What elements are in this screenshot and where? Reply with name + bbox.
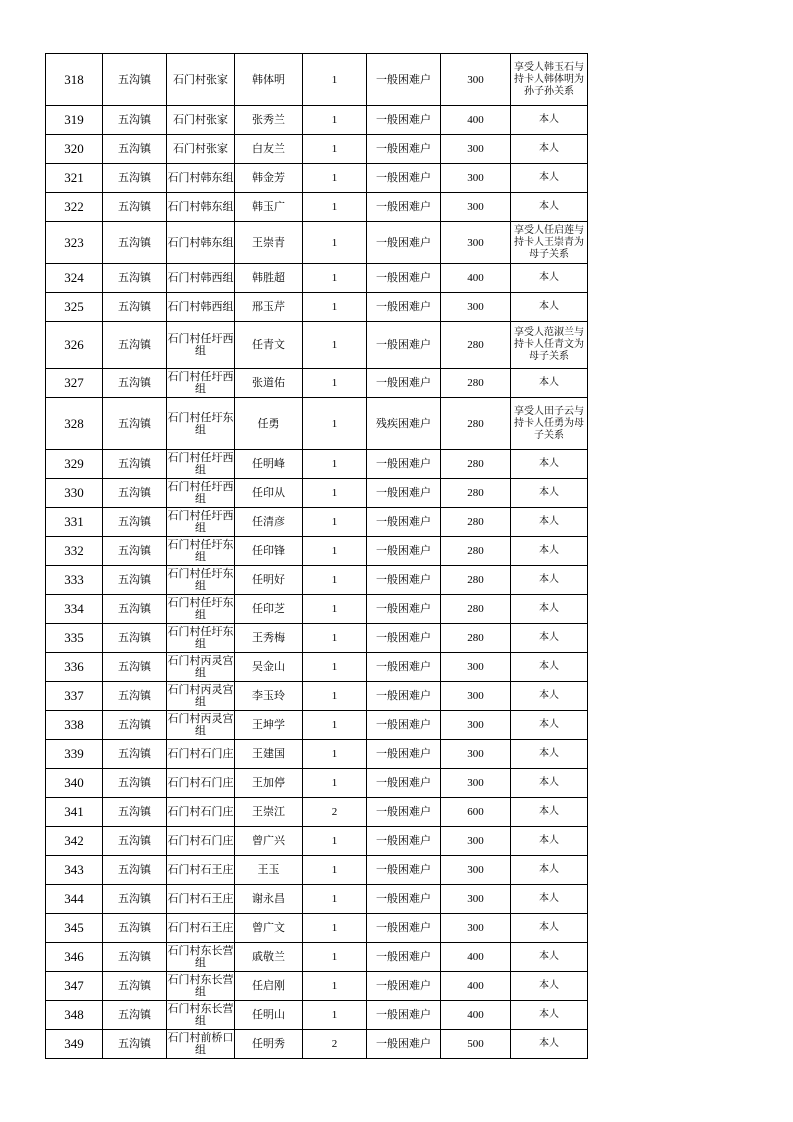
hardship-type-cell: 一般困难户 [367, 827, 441, 856]
table-row [46, 682, 588, 711]
hardship-type-cell: 一般困难户 [367, 479, 441, 508]
serial-number-cell: 326 [46, 322, 103, 369]
village-cell: 石门村张家 [167, 106, 235, 135]
table-row [46, 1030, 588, 1059]
person-count-cell: 1 [303, 222, 367, 264]
town-cell: 五沟镇 [103, 827, 167, 856]
town-cell: 五沟镇 [103, 972, 167, 1001]
village-cell: 石门村任圩东组 [167, 566, 235, 595]
person-count-cell: 1 [303, 653, 367, 682]
serial-number-cell: 335 [46, 624, 103, 653]
serial-number-cell: 337 [46, 682, 103, 711]
cardholder-name-cell: 任启刚 [235, 972, 303, 1001]
serial-number-cell: 330 [46, 479, 103, 508]
town-cell: 五沟镇 [103, 222, 167, 264]
village-cell: 石门村任圩西组 [167, 369, 235, 398]
serial-number-cell: 324 [46, 264, 103, 293]
hardship-type-cell: 一般困难户 [367, 54, 441, 106]
table-row [46, 537, 588, 566]
village-cell: 石门村石门庄 [167, 798, 235, 827]
person-count-cell: 1 [303, 1001, 367, 1030]
village-cell: 石门村韩西组 [167, 293, 235, 322]
hardship-type-cell: 一般困难户 [367, 856, 441, 885]
person-count-cell: 1 [303, 450, 367, 479]
hardship-type-cell: 一般困难户 [367, 537, 441, 566]
town-cell: 五沟镇 [103, 293, 167, 322]
cardholder-name-cell: 王崇江 [235, 798, 303, 827]
town-cell: 五沟镇 [103, 740, 167, 769]
village-cell: 石门村任圩西组 [167, 479, 235, 508]
village-cell: 石门村韩东组 [167, 222, 235, 264]
serial-number-cell: 332 [46, 537, 103, 566]
amount-cell: 280 [441, 369, 511, 398]
amount-cell: 300 [441, 293, 511, 322]
serial-number-cell: 345 [46, 914, 103, 943]
amount-cell: 400 [441, 943, 511, 972]
cardholder-name-cell: 戚敬兰 [235, 943, 303, 972]
relation-cell: 本人 [511, 193, 588, 222]
amount-cell: 400 [441, 1001, 511, 1030]
table-row [46, 398, 588, 450]
village-cell: 石门村任圩东组 [167, 537, 235, 566]
person-count-cell: 1 [303, 624, 367, 653]
cardholder-name-cell: 王加停 [235, 769, 303, 798]
town-cell: 五沟镇 [103, 1030, 167, 1059]
cardholder-name-cell: 韩胜超 [235, 264, 303, 293]
village-cell: 石门村丙灵宫组 [167, 653, 235, 682]
amount-cell: 400 [441, 972, 511, 1001]
amount-cell: 280 [441, 322, 511, 369]
table-row [46, 293, 588, 322]
amount-cell: 300 [441, 856, 511, 885]
table-row [46, 624, 588, 653]
table-row [46, 914, 588, 943]
amount-cell: 600 [441, 798, 511, 827]
town-cell: 五沟镇 [103, 624, 167, 653]
town-cell: 五沟镇 [103, 914, 167, 943]
relation-cell: 本人 [511, 595, 588, 624]
town-cell: 五沟镇 [103, 508, 167, 537]
hardship-type-cell: 一般困难户 [367, 164, 441, 193]
amount-cell: 300 [441, 711, 511, 740]
table-row [46, 193, 588, 222]
table-row [46, 566, 588, 595]
cardholder-name-cell: 吴金山 [235, 653, 303, 682]
relation-cell: 本人 [511, 264, 588, 293]
table-row [46, 508, 588, 537]
amount-cell: 300 [441, 54, 511, 106]
hardship-type-cell: 一般困难户 [367, 972, 441, 1001]
hardship-type-cell: 一般困难户 [367, 222, 441, 264]
person-count-cell: 1 [303, 135, 367, 164]
serial-number-cell: 339 [46, 740, 103, 769]
table-row [46, 369, 588, 398]
town-cell: 五沟镇 [103, 164, 167, 193]
cardholder-name-cell: 任清彦 [235, 508, 303, 537]
amount-cell: 300 [441, 135, 511, 164]
hardship-type-cell: 一般困难户 [367, 653, 441, 682]
amount-cell: 400 [441, 106, 511, 135]
serial-number-cell: 327 [46, 369, 103, 398]
person-count-cell: 1 [303, 398, 367, 450]
relation-cell: 本人 [511, 682, 588, 711]
relation-cell: 享受人任启莲与持卡人王崇青为母子关系 [511, 222, 588, 264]
table-row [46, 943, 588, 972]
cardholder-name-cell: 任印从 [235, 479, 303, 508]
cardholder-name-cell: 韩体明 [235, 54, 303, 106]
table-row [46, 264, 588, 293]
town-cell: 五沟镇 [103, 798, 167, 827]
town-cell: 五沟镇 [103, 943, 167, 972]
table-row [46, 106, 588, 135]
hardship-type-cell: 一般困难户 [367, 264, 441, 293]
town-cell: 五沟镇 [103, 193, 167, 222]
town-cell: 五沟镇 [103, 711, 167, 740]
person-count-cell: 1 [303, 106, 367, 135]
person-count-cell: 1 [303, 479, 367, 508]
amount-cell: 300 [441, 827, 511, 856]
person-count-cell: 1 [303, 885, 367, 914]
hardship-type-cell: 一般困难户 [367, 1001, 441, 1030]
serial-number-cell: 323 [46, 222, 103, 264]
relation-cell: 享受人田子云与持卡人任勇为母子关系 [511, 398, 588, 450]
hardship-type-cell: 一般困难户 [367, 740, 441, 769]
table-row [46, 827, 588, 856]
village-cell: 石门村张家 [167, 54, 235, 106]
cardholder-name-cell: 任明好 [235, 566, 303, 595]
table-row [46, 595, 588, 624]
serial-number-cell: 344 [46, 885, 103, 914]
town-cell: 五沟镇 [103, 106, 167, 135]
village-cell: 石门村韩东组 [167, 193, 235, 222]
hardship-type-cell: 一般困难户 [367, 135, 441, 164]
relation-cell: 本人 [511, 135, 588, 164]
relation-cell: 本人 [511, 508, 588, 537]
hardship-type-cell: 一般困难户 [367, 769, 441, 798]
town-cell: 五沟镇 [103, 769, 167, 798]
person-count-cell: 1 [303, 595, 367, 624]
cardholder-name-cell: 张秀兰 [235, 106, 303, 135]
hardship-type-cell: 一般困难户 [367, 885, 441, 914]
cardholder-name-cell: 任勇 [235, 398, 303, 450]
amount-cell: 280 [441, 508, 511, 537]
hardship-type-cell: 一般困难户 [367, 193, 441, 222]
amount-cell: 280 [441, 624, 511, 653]
table-row [46, 164, 588, 193]
village-cell: 石门村任圩西组 [167, 450, 235, 479]
serial-number-cell: 349 [46, 1030, 103, 1059]
hardship-type-cell: 一般困难户 [367, 450, 441, 479]
relation-cell: 本人 [511, 566, 588, 595]
serial-number-cell: 331 [46, 508, 103, 537]
table-row [46, 740, 588, 769]
table-row [46, 769, 588, 798]
serial-number-cell: 320 [46, 135, 103, 164]
serial-number-cell: 338 [46, 711, 103, 740]
town-cell: 五沟镇 [103, 369, 167, 398]
village-cell: 石门村任圩西组 [167, 508, 235, 537]
village-cell: 石门村任圩东组 [167, 595, 235, 624]
cardholder-name-cell: 王崇青 [235, 222, 303, 264]
town-cell: 五沟镇 [103, 566, 167, 595]
table-row [46, 322, 588, 369]
relation-cell: 本人 [511, 856, 588, 885]
amount-cell: 280 [441, 537, 511, 566]
town-cell: 五沟镇 [103, 885, 167, 914]
village-cell: 石门村任圩东组 [167, 624, 235, 653]
hardship-type-cell: 一般困难户 [367, 566, 441, 595]
person-count-cell: 1 [303, 164, 367, 193]
relation-cell: 本人 [511, 450, 588, 479]
cardholder-name-cell: 任明山 [235, 1001, 303, 1030]
person-count-cell: 2 [303, 798, 367, 827]
relation-cell: 本人 [511, 1030, 588, 1059]
table-row [46, 856, 588, 885]
hardship-type-cell: 残疾困难户 [367, 398, 441, 450]
table-body [46, 54, 588, 1059]
relation-cell: 本人 [511, 537, 588, 566]
hardship-type-cell: 一般困难户 [367, 711, 441, 740]
person-count-cell: 1 [303, 972, 367, 1001]
cardholder-name-cell: 王玉 [235, 856, 303, 885]
hardship-type-cell: 一般困难户 [367, 106, 441, 135]
village-cell: 石门村韩西组 [167, 264, 235, 293]
town-cell: 五沟镇 [103, 479, 167, 508]
hardship-type-cell: 一般困难户 [367, 624, 441, 653]
amount-cell: 280 [441, 595, 511, 624]
town-cell: 五沟镇 [103, 322, 167, 369]
cardholder-name-cell: 李玉玲 [235, 682, 303, 711]
cardholder-name-cell: 任印芝 [235, 595, 303, 624]
serial-number-cell: 347 [46, 972, 103, 1001]
town-cell: 五沟镇 [103, 135, 167, 164]
cardholder-name-cell: 张道佑 [235, 369, 303, 398]
hardship-type-cell: 一般困难户 [367, 322, 441, 369]
person-count-cell: 1 [303, 508, 367, 537]
table-row [46, 972, 588, 1001]
serial-number-cell: 325 [46, 293, 103, 322]
village-cell: 石门村石门庄 [167, 740, 235, 769]
amount-cell: 280 [441, 479, 511, 508]
serial-number-cell: 340 [46, 769, 103, 798]
serial-number-cell: 348 [46, 1001, 103, 1030]
village-cell: 石门村石王庄 [167, 885, 235, 914]
amount-cell: 280 [441, 450, 511, 479]
serial-number-cell: 341 [46, 798, 103, 827]
hardship-type-cell: 一般困难户 [367, 798, 441, 827]
relation-cell: 本人 [511, 106, 588, 135]
relation-cell: 本人 [511, 740, 588, 769]
serial-number-cell: 336 [46, 653, 103, 682]
person-count-cell: 1 [303, 322, 367, 369]
village-cell: 石门村韩东组 [167, 164, 235, 193]
person-count-cell: 1 [303, 369, 367, 398]
cardholder-name-cell: 任印锋 [235, 537, 303, 566]
amount-cell: 300 [441, 653, 511, 682]
amount-cell: 300 [441, 193, 511, 222]
village-cell: 石门村东长营组 [167, 943, 235, 972]
hardship-type-cell: 一般困难户 [367, 293, 441, 322]
serial-number-cell: 318 [46, 54, 103, 106]
person-count-cell: 2 [303, 1030, 367, 1059]
table-row [46, 1001, 588, 1030]
table-row [46, 798, 588, 827]
relation-cell: 本人 [511, 653, 588, 682]
hardship-type-cell: 一般困难户 [367, 1030, 441, 1059]
person-count-cell: 1 [303, 193, 367, 222]
village-cell: 石门村前桥口组 [167, 1030, 235, 1059]
town-cell: 五沟镇 [103, 653, 167, 682]
table-row [46, 135, 588, 164]
cardholder-name-cell: 韩金芳 [235, 164, 303, 193]
serial-number-cell: 322 [46, 193, 103, 222]
table-row [46, 711, 588, 740]
table-row [46, 54, 588, 106]
hardship-type-cell: 一般困难户 [367, 914, 441, 943]
cardholder-name-cell: 白友兰 [235, 135, 303, 164]
person-count-cell: 1 [303, 537, 367, 566]
serial-number-cell: 329 [46, 450, 103, 479]
amount-cell: 280 [441, 398, 511, 450]
relation-cell: 本人 [511, 369, 588, 398]
serial-number-cell: 321 [46, 164, 103, 193]
cardholder-name-cell: 王建国 [235, 740, 303, 769]
town-cell: 五沟镇 [103, 537, 167, 566]
table-row [46, 450, 588, 479]
amount-cell: 400 [441, 264, 511, 293]
table-row [46, 653, 588, 682]
cardholder-name-cell: 韩玉广 [235, 193, 303, 222]
relation-cell: 本人 [511, 293, 588, 322]
cardholder-name-cell: 谢永昌 [235, 885, 303, 914]
amount-cell: 300 [441, 164, 511, 193]
relation-cell: 本人 [511, 972, 588, 1001]
cardholder-name-cell: 曾广兴 [235, 827, 303, 856]
hardship-type-cell: 一般困难户 [367, 682, 441, 711]
hardship-type-cell: 一般困难户 [367, 508, 441, 537]
village-cell: 石门村张家 [167, 135, 235, 164]
amount-cell: 300 [441, 740, 511, 769]
amount-cell: 300 [441, 222, 511, 264]
town-cell: 五沟镇 [103, 264, 167, 293]
village-cell: 石门村石门庄 [167, 827, 235, 856]
person-count-cell: 1 [303, 264, 367, 293]
hardship-type-cell: 一般困难户 [367, 369, 441, 398]
amount-cell: 300 [441, 885, 511, 914]
hardship-type-cell: 一般困难户 [367, 595, 441, 624]
village-cell: 石门村石门庄 [167, 769, 235, 798]
relation-cell: 本人 [511, 479, 588, 508]
table-row [46, 222, 588, 264]
relation-cell: 本人 [511, 624, 588, 653]
person-count-cell: 1 [303, 943, 367, 972]
amount-cell: 500 [441, 1030, 511, 1059]
relation-cell: 本人 [511, 798, 588, 827]
serial-number-cell: 319 [46, 106, 103, 135]
person-count-cell: 1 [303, 740, 367, 769]
serial-number-cell: 333 [46, 566, 103, 595]
person-count-cell: 1 [303, 293, 367, 322]
town-cell: 五沟镇 [103, 595, 167, 624]
village-cell: 石门村石王庄 [167, 856, 235, 885]
person-count-cell: 1 [303, 856, 367, 885]
cardholder-name-cell: 任明峰 [235, 450, 303, 479]
person-count-cell: 1 [303, 54, 367, 106]
person-count-cell: 1 [303, 711, 367, 740]
cardholder-name-cell: 任明秀 [235, 1030, 303, 1059]
village-cell: 石门村任圩西组 [167, 322, 235, 369]
village-cell: 石门村石王庄 [167, 914, 235, 943]
village-cell: 石门村丙灵宫组 [167, 711, 235, 740]
cardholder-name-cell: 邢玉芹 [235, 293, 303, 322]
person-count-cell: 1 [303, 566, 367, 595]
serial-number-cell: 346 [46, 943, 103, 972]
cardholder-name-cell: 任青文 [235, 322, 303, 369]
relation-cell: 享受人范淑兰与持卡人任青文为母子关系 [511, 322, 588, 369]
town-cell: 五沟镇 [103, 856, 167, 885]
person-count-cell: 1 [303, 827, 367, 856]
table-row [46, 479, 588, 508]
serial-number-cell: 328 [46, 398, 103, 450]
hardship-type-cell: 一般困难户 [367, 943, 441, 972]
town-cell: 五沟镇 [103, 398, 167, 450]
cardholder-name-cell: 王坤学 [235, 711, 303, 740]
town-cell: 五沟镇 [103, 54, 167, 106]
assistance-table [45, 53, 588, 1059]
town-cell: 五沟镇 [103, 682, 167, 711]
town-cell: 五沟镇 [103, 1001, 167, 1030]
relation-cell: 本人 [511, 943, 588, 972]
relation-cell: 本人 [511, 769, 588, 798]
relation-cell: 享受人韩玉石与持卡人韩体明为孙子孙关系 [511, 54, 588, 106]
relation-cell: 本人 [511, 885, 588, 914]
person-count-cell: 1 [303, 914, 367, 943]
village-cell: 石门村东长营组 [167, 1001, 235, 1030]
village-cell: 石门村东长营组 [167, 972, 235, 1001]
person-count-cell: 1 [303, 682, 367, 711]
amount-cell: 300 [441, 769, 511, 798]
relation-cell: 本人 [511, 914, 588, 943]
serial-number-cell: 342 [46, 827, 103, 856]
amount-cell: 280 [441, 566, 511, 595]
table-row [46, 885, 588, 914]
relation-cell: 本人 [511, 827, 588, 856]
cardholder-name-cell: 曾广文 [235, 914, 303, 943]
serial-number-cell: 343 [46, 856, 103, 885]
serial-number-cell: 334 [46, 595, 103, 624]
amount-cell: 300 [441, 682, 511, 711]
relation-cell: 本人 [511, 164, 588, 193]
village-cell: 石门村丙灵宫组 [167, 682, 235, 711]
person-count-cell: 1 [303, 769, 367, 798]
amount-cell: 300 [441, 914, 511, 943]
relation-cell: 本人 [511, 1001, 588, 1030]
relation-cell: 本人 [511, 711, 588, 740]
town-cell: 五沟镇 [103, 450, 167, 479]
village-cell: 石门村任圩东组 [167, 398, 235, 450]
cardholder-name-cell: 王秀梅 [235, 624, 303, 653]
